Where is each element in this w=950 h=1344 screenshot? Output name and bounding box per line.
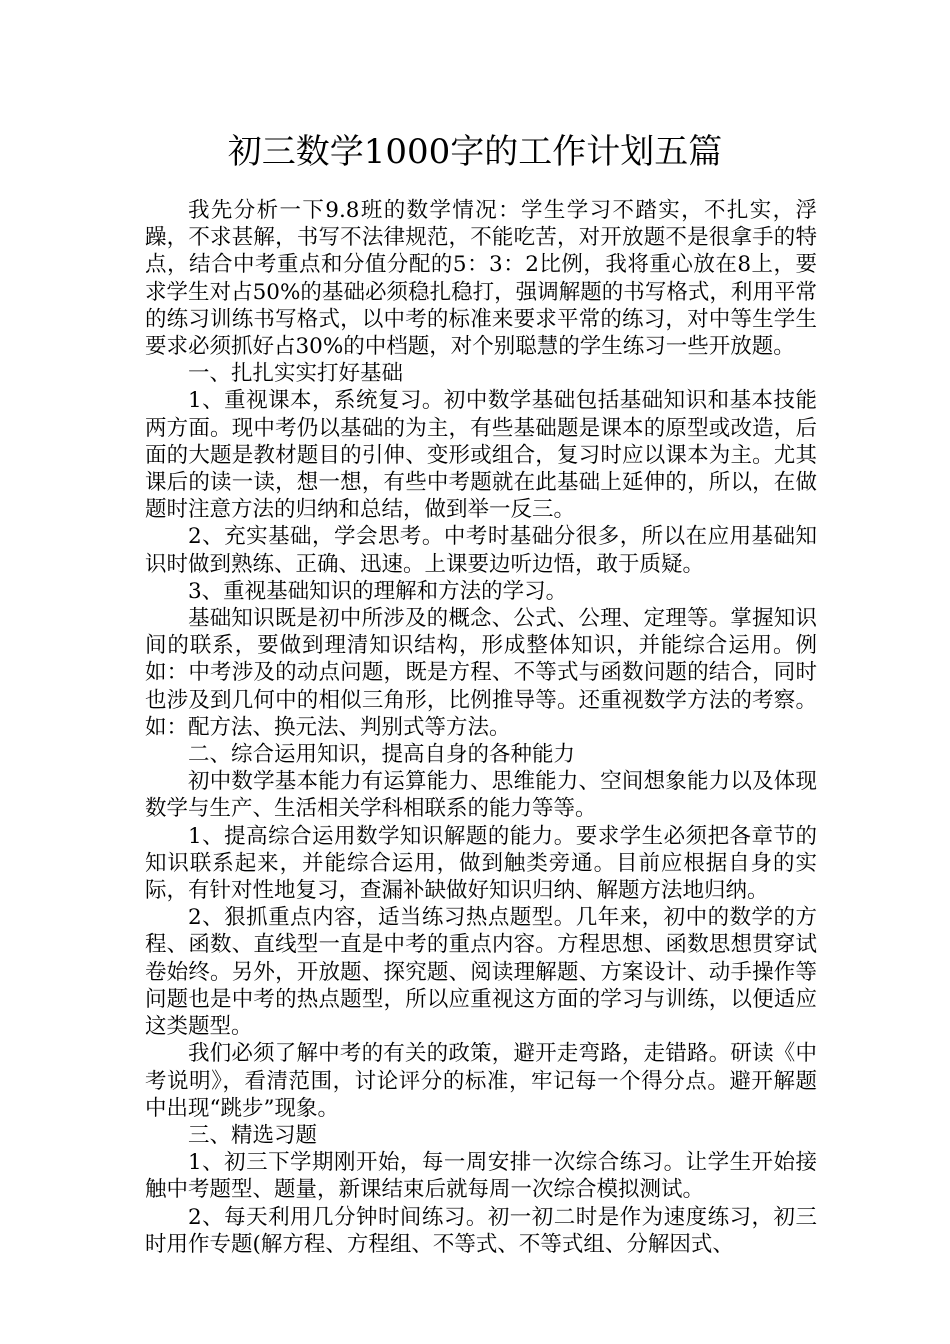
paragraph-2-intro: 初中数学基本能力有运算能力、思维能力、空间想象能力以及体现数学与生产、生活相关学科相联系的能力等等。 [145, 769, 817, 822]
document-body [145, 197, 817, 1258]
paragraph-intro: 我先分析一下9.8班的数学情况：学生学习不踏实，不扎实，浮躁，不求甚解，书写不法律规范，不能吃苦，对开放题不是很拿手的特点，结合中考重点和分值分配的5：3：2比例，我将重心放在8上，要求学生对占50%的基础必须稳扎稳打，强调解题的书写格式，利用平常的练习训练书写格式，以中考的标准来要求平常的练习，对中等生学生要求必须抓好占30%的中档题，对个别聪慧的学生练习一些开放题。 [145, 198, 817, 360]
paragraph-2-3: 我们必须了解中考的有关的政策，避开走弯路，走错路。研读《中考说明》，看清范围，讨论评分的标准，牢记每一个得分点。避开解题中出现“跳步”现象。 [145, 1041, 817, 1121]
section-heading-2: 二、综合运用知识，提高自身的各种能力 [188, 742, 576, 768]
document-title: 初三数学1000字的工作计划五篇 [227, 132, 723, 172]
paragraph-2-2: 2、狠抓重点内容，适当练习热点题型。几年来，初中的数学的方程、函数、直线型一直是中考的重点内容。方程思想、函数思想贯穿试卷始终。另外，开放题、探究题、阅读理解题、方案设计、动手操作等问题也是中考的热点题型，所以应重视这方面的学习与训练，以便适应这类题型。 [145, 905, 817, 1040]
paragraph-3-1: 1、初三下学期刚开始，每一周安排一次综合练习。让学生开始接触中考题型、题量，新课结束后就每周一次综合模拟测试。 [145, 1150, 817, 1203]
section-heading-3: 三、精选习题 [188, 1122, 318, 1148]
section-heading-1: 一、扎扎实实打好基础 [188, 361, 404, 387]
paragraph-1-1: 1、重视课本，系统复习。初中数学基础包括基础知识和基本技能两方面。现中考仍以基础的为主，有些基础题是课本的原型或改造，后面的大题是教材题目的引伸、变形或组合，复习时应以课本为主。尤其课后的读一读，想一想，有些中考题就在此基础上延伸的，所以，在做题时注意方法的归纳和总结，做到举一反三。 [145, 388, 817, 523]
paragraph-2-1: 1、提高综合运用数学知识解题的能力。要求学生必须把各章节的知识联系起来，并能综合运用，做到触类旁通。目前应根据自身的实际，有针对性地复习，查漏补缺做好知识归纳、解题方法地归纳。 [145, 823, 817, 904]
paragraph-3-2: 2、每天利用几分钟时间练习。初一初二时是作为速度练习，初三时用作专题(解方程、方程组、不等式、不等式组、分解因式、 [145, 1204, 817, 1257]
paragraph-1-2: 2、充实基础，学会思考。中考时基础分很多，所以在应用基础知识时做到熟练、正确、迅速。上课要边听边悟，敢于质疑。 [145, 524, 817, 577]
paragraph-1-3-detail: 基础知识既是初中所涉及的概念、公式、公理、定理等。掌握知识间的联系，要做到理清知识结构，形成整体知识，并能综合运用。例如：中考涉及的动点问题，既是方程、不等式与函数问题的结合，同时也涉及到几何中的相似三角形，比例推导等。还重视数学方法的考察。如：配方法、换元法、判别式等方法。 [145, 606, 817, 740]
paragraph-1-3: 3、重视基础知识的理解和方法的学习。 [188, 578, 568, 604]
